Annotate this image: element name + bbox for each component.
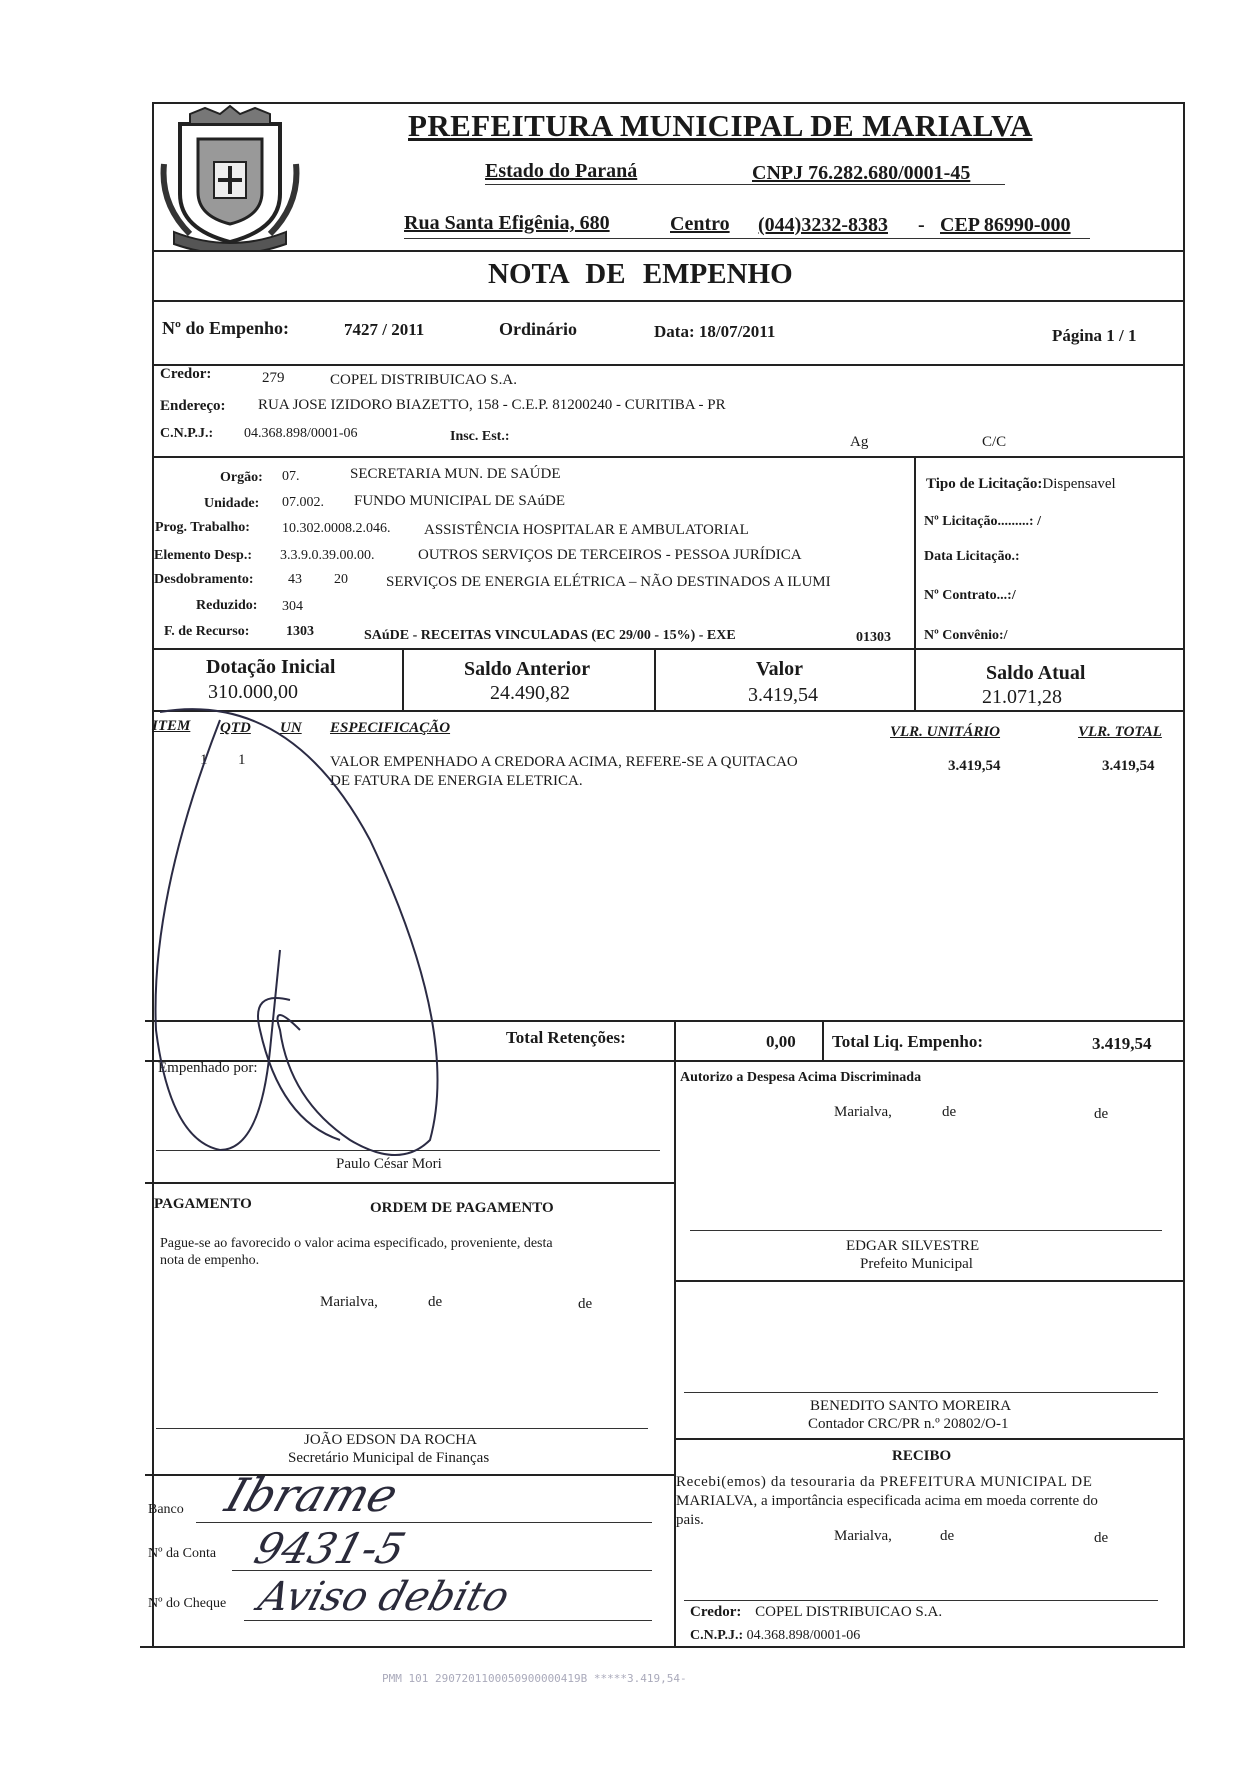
recibo-text-3: pais.	[676, 1512, 704, 1528]
contador-role: Contador CRC/PR n.º 20802/O-1	[808, 1416, 1009, 1432]
desd-a: 43	[288, 572, 302, 587]
empenhado-label: Empenhado por:	[158, 1060, 258, 1076]
licitacao-tipo-label: Tipo de Licitação:	[926, 476, 1043, 492]
pagamento-de1: de	[428, 1294, 443, 1310]
frame-top	[152, 102, 1183, 104]
frame-bottom	[140, 1646, 1183, 1648]
rule-saldo-v2	[654, 650, 656, 710]
fonte-label: F. de Recurso:	[164, 624, 250, 639]
rule-dotacao-v	[914, 458, 916, 648]
autorizo-city: Marialva,	[834, 1104, 892, 1120]
item-vlr-unitario: 3.419,54	[948, 758, 1001, 774]
orgao-code: 07.	[282, 469, 300, 484]
prefeito-name: EDGAR SILVESTRE	[846, 1238, 980, 1254]
fonte-name: SAúDE - RECEITAS VINCULADAS (EC 29/00 - 15%) - EXE	[364, 628, 736, 643]
banco-label: Banco	[148, 1502, 184, 1517]
unidade-label: Unidade:	[204, 496, 260, 511]
rule-cheque	[244, 1620, 652, 1621]
col-vlr-unitario: VLR. UNITÁRIO	[890, 724, 1001, 740]
empenho-num: 7427 / 2011	[344, 320, 425, 339]
rule-dotacao-bottom	[152, 648, 1183, 650]
elem-name: OUTROS SERVIÇOS DE TERCEIROS - PESSOA JURÍDICA	[418, 547, 802, 563]
desd-b: 20	[334, 572, 348, 587]
header-cnpj: CNPJ 76.282.680/0001-45	[752, 162, 971, 184]
credor-addr: RUA JOSE IZIDORO BIAZETTO, 158 - C.E.P. 81200240 - CURITIBA - PR	[258, 397, 726, 413]
rule-recibo-sign	[684, 1600, 1158, 1601]
desd-name: SERVIÇOS DE ENERGIA ELÉTRICA – NÃO DESTINADOS A ILUMI	[386, 574, 831, 590]
footer-code: PMM 101 2907201100050900000419B *****3.419,54-	[382, 1672, 687, 1685]
empenho-type: Ordinário	[499, 319, 578, 339]
recibo-cnpj-value: 04.368.898/0001-06	[746, 1628, 861, 1643]
item-vlr-total: 3.419,54	[1102, 758, 1155, 774]
recibo-credor-name: COPEL DISTRIBUICAO S.A.	[755, 1604, 943, 1620]
autorizo-de1: de	[942, 1104, 957, 1120]
unidade-code: 07.002.	[282, 495, 324, 510]
elem-code: 3.3.9.0.39.00.00.	[280, 548, 375, 563]
credor-cnpj: 04.368.898/0001-06	[244, 426, 358, 441]
cheque-handwritten: Aviso debito	[253, 1574, 515, 1620]
header-phone: (044)3232-8383	[758, 214, 888, 236]
col-vlr-total: VLR. TOTAL	[1078, 724, 1162, 740]
pagamento-de2: de	[578, 1296, 593, 1312]
recibo-city: Marialva,	[834, 1528, 892, 1544]
col-qtd: QTD	[220, 720, 251, 736]
state-name: Estado do Paraná	[485, 160, 638, 182]
elem-label: Elemento Desp.:	[154, 548, 252, 563]
desd-label: Desdobramento:	[154, 572, 254, 587]
item-number: 1	[200, 752, 208, 768]
valor-label: Valor	[756, 658, 804, 680]
page-number: Página 1 / 1	[1052, 326, 1137, 345]
signature-scribble	[140, 700, 480, 1180]
credor-label: Credor:	[160, 366, 212, 382]
secretario-name: JOÃO EDSON DA ROCHA	[304, 1432, 477, 1448]
rule-title-top	[152, 250, 1183, 252]
recibo-de2: de	[1094, 1530, 1109, 1546]
header-district: Centro	[670, 213, 730, 235]
page-title: PREFEITURA MUNICIPAL DE MARIALVA	[408, 108, 1033, 143]
rule-lower-v	[674, 1062, 676, 1648]
rule-contador-sign	[684, 1392, 1158, 1393]
prog-code: 10.302.0008.2.046.	[282, 521, 391, 536]
secretario-role: Secretário Municipal de Finanças	[288, 1450, 490, 1466]
licitacao-convenio: Nº Convênio:/	[924, 628, 1008, 643]
rule-empenho-bottom	[152, 364, 1183, 366]
empenhado-name: Paulo César Mori	[336, 1156, 442, 1172]
fonte-num: 01303	[856, 630, 891, 645]
header-address: Rua Santa Efigênia, 680	[404, 212, 610, 234]
total-retencoes-label: Total Retenções:	[506, 1028, 626, 1047]
autorizo-de2: de	[1094, 1106, 1109, 1122]
credor-insc-label: Insc. Est.:	[450, 429, 510, 444]
recibo-text-2: MARIALVA, a importância especificada acima em moeda corrente do	[676, 1493, 1098, 1509]
total-retencoes-value: 0,00	[766, 1032, 796, 1051]
rule-empenhado-bottom	[145, 1182, 674, 1184]
licitacao-contrato: Nº Contrato...:/	[924, 588, 1016, 603]
prog-label: Prog. Trabalho:	[155, 520, 250, 535]
pagamento-text-1: Pague-se ao favorecido o valor acima especificado, proveniente, desta	[160, 1236, 553, 1251]
prefeito-role: Prefeito Municipal	[860, 1256, 973, 1272]
credor-name: COPEL DISTRIBUICAO S.A.	[330, 372, 517, 388]
rule-prefeito-sign	[690, 1230, 1162, 1231]
rule-secretario-bottom	[145, 1474, 674, 1476]
credor-addr-label: Endereço:	[160, 398, 226, 414]
recibo-credor-label: Credor:	[690, 1604, 742, 1620]
item-esp-line2: DE FATURA DE ENERGIA ELETRICA.	[330, 773, 583, 789]
rule-totais-v2	[822, 1020, 824, 1062]
pagamento-city: Marialva,	[320, 1294, 378, 1310]
col-especificacao: ESPECIFICAÇÃO	[330, 720, 451, 736]
ordem-pagamento-label: ORDEM DE PAGAMENTO	[370, 1200, 554, 1216]
header-rule-2	[404, 238, 1090, 239]
total-liq-value: 3.419,54	[1092, 1034, 1152, 1053]
coat-of-arms-icon	[160, 104, 300, 252]
rule-contador-bottom	[674, 1438, 1183, 1440]
credor-cc-label: C/C	[982, 434, 1007, 450]
recibo-credor	[690, 1604, 942, 1621]
licitacao-tipo-value: Dispensavel	[1042, 476, 1116, 492]
col-item: ITEM	[152, 718, 191, 734]
banco-handwritten: Ibrame	[219, 1468, 405, 1522]
reduzido-label: Reduzido:	[196, 598, 258, 613]
rule-saldo-v3	[914, 650, 916, 710]
credor-cnpj-label: C.N.P.J.:	[160, 426, 214, 441]
dotacao-inicial-value: 310.000,00	[208, 681, 298, 703]
saldo-anterior-label: Saldo Anterior	[464, 658, 591, 680]
saldo-anterior-value: 24.490,82	[490, 682, 570, 704]
col-un: UN	[280, 720, 302, 736]
rule-secretario-sign	[156, 1428, 648, 1429]
cheque-label: Nº do Cheque	[148, 1596, 227, 1611]
recibo-de1: de	[940, 1528, 955, 1544]
unidade-name: FUNDO MUNICIPAL DE SAúDE	[354, 493, 565, 509]
recibo-cnpj	[690, 1628, 860, 1644]
rule-title-bottom	[152, 300, 1183, 302]
reduzido-value: 304	[282, 599, 303, 614]
header-rule-1	[485, 184, 1005, 185]
item-esp-line1: VALOR EMPENHADO A CREDORA ACIMA, REFERE-SE A QUITACAO	[330, 754, 798, 770]
saldo-atual-label: Saldo Atual	[986, 662, 1086, 684]
total-liq-label: Total Liq. Empenho:	[832, 1032, 983, 1051]
licitacao-tipo	[926, 476, 1116, 493]
frame-right	[1183, 102, 1185, 1648]
autorizo-label: Autorizo a Despesa Acima Discriminada	[680, 1070, 922, 1085]
pagamento-label: PAGAMENTO	[154, 1196, 252, 1212]
dotacao-inicial-label: Dotação Inicial	[206, 656, 336, 678]
credor-code: 279	[262, 370, 285, 386]
recibo-label: RECIBO	[892, 1448, 952, 1464]
fonte-code: 1303	[286, 624, 314, 639]
header-cep: CEP 86990-000	[940, 214, 1071, 236]
saldo-atual-value: 21.071,28	[982, 686, 1062, 708]
empenho-date: Data: 18/07/2011	[654, 322, 776, 341]
licitacao-num: Nº Licitação.........: /	[924, 514, 1041, 529]
recibo-text-1: Recebi(emos) da tesouraria da PREFEITURA MUNICIPAL DE	[676, 1474, 1093, 1490]
conta-label: Nº da Conta	[148, 1546, 217, 1561]
conta-handwritten: 9431-5	[248, 1524, 411, 1573]
prog-name: ASSISTÊNCIA HOSPITALAR E AMBULATORIAL	[424, 522, 749, 538]
empenho-num-label: Nº do Empenho:	[162, 318, 289, 338]
header-sep: -	[918, 214, 925, 236]
licitacao-data: Data Licitação.:	[924, 549, 1020, 564]
credor-ag-label: Ag	[850, 434, 869, 450]
item-qtd: 1	[238, 752, 246, 768]
valor-value: 3.419,54	[748, 684, 818, 706]
rule-credor-bottom	[152, 456, 1183, 458]
recibo-cnpj-label: C.N.P.J.:	[690, 1628, 744, 1643]
orgao-name: SECRETARIA MUN. DE SAÚDE	[350, 466, 561, 482]
contador-name: BENEDITO SANTO MOREIRA	[810, 1398, 1012, 1414]
doc-title: NOTA DE EMPENHO	[488, 258, 793, 290]
rule-prefeito-bottom	[674, 1280, 1183, 1282]
rule-banco	[196, 1522, 652, 1523]
rule-totais-v1	[674, 1020, 676, 1062]
orgao-label: Orgão:	[220, 470, 263, 485]
pagamento-text-2: nota de empenho.	[160, 1253, 260, 1268]
